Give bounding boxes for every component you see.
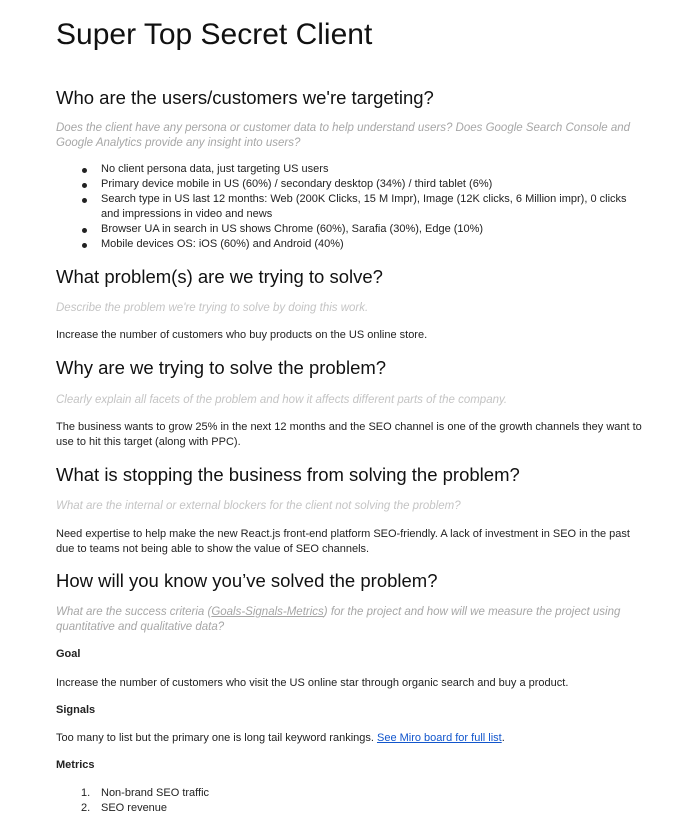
- signals-text: [56, 731, 644, 746]
- goals-signals-metrics-link[interactable]: Goals-Signals-Metrics: [211, 606, 324, 618]
- list-item: No client persona data, just targeting US users: [56, 162, 644, 177]
- hint-success: [56, 605, 644, 635]
- list-item: Primary device mobile in US (60%) / secondary desktop (34%) / third tablet (6%): [56, 177, 644, 192]
- list-item: Mobile devices OS: iOS (60%) and Android (40%): [56, 237, 644, 252]
- hint-success-after: ) for the project and how will we measure the project using quantitative and qualitative data?: [56, 606, 621, 633]
- metrics-label: Metrics: [56, 759, 95, 771]
- list-item: [56, 786, 644, 801]
- hint-blockers: What are the internal or external blockers for the client not solving the problem?: [56, 500, 461, 512]
- why-text: The business wants to grow 25% in the next 12 months and the SEO channel is one of the growth channels they want to use to hit this target (along with PPC).: [56, 421, 642, 448]
- signals-label: Signals: [56, 704, 96, 716]
- hint-users: Does the client have any persona or customer data to help understand users? Does Google Search Console and Google Analytics provide any insight into users?: [56, 122, 631, 149]
- heading-success: How will you know you’ve solved the problem?: [56, 570, 438, 591]
- miro-board-link[interactable]: See Miro board for full list: [376, 732, 502, 744]
- signals-text-end: .: [501, 732, 505, 744]
- hint-success-before: What are the success criteria (: [56, 606, 212, 618]
- list-number: 1.: [81, 787, 91, 799]
- list-item: Browser UA in search in US shows Chrome (60%), Sarafia (30%), Edge (10%): [56, 222, 644, 237]
- list-item: Search type in US last 12 months: Web (200K Clicks, 15 M Impr), Image (12K clicks, 6 Million impr), 0 clicks and impressions in video and news: [56, 192, 644, 222]
- hint-why: Clearly explain all facets of the problem and how it affects different parts of the company.: [56, 394, 508, 406]
- heading-why: Why are we trying to solve the problem?: [56, 357, 387, 378]
- page-title: Super Top Secret Client: [56, 18, 373, 51]
- heading-blockers: What is stopping the business from solving the problem?: [56, 464, 520, 485]
- signals-text-main: Too many to list but the primary one is long tail keyword rankings.: [56, 732, 377, 744]
- list-item-text: Non-brand SEO traffic: [101, 787, 210, 799]
- goal-text: Increase the number of customers who visit the US online star through organic search and buy a product.: [56, 677, 569, 689]
- metrics-list: [56, 786, 644, 816]
- heading-users: Who are the users/customers we're targeting?: [56, 87, 434, 108]
- list-number: 2.: [81, 802, 91, 814]
- problem-text: Increase the number of customers who buy products on the US online store.: [56, 329, 428, 341]
- goal-label: Goal: [56, 648, 81, 660]
- list-item: [56, 801, 644, 816]
- list-item-text: SEO revenue: [101, 802, 168, 814]
- hint-problem: Describe the problem we're trying to solve by doing this work.: [56, 302, 369, 314]
- heading-problem: What problem(s) are we trying to solve?: [56, 266, 383, 287]
- blockers-text: Need expertise to help make the new React.js front-end platform SEO-friendly. A lack of investment in SEO in the past due to teams not being able to show the value of SEO channels.: [56, 528, 630, 555]
- users-bullet-list: [56, 162, 644, 252]
